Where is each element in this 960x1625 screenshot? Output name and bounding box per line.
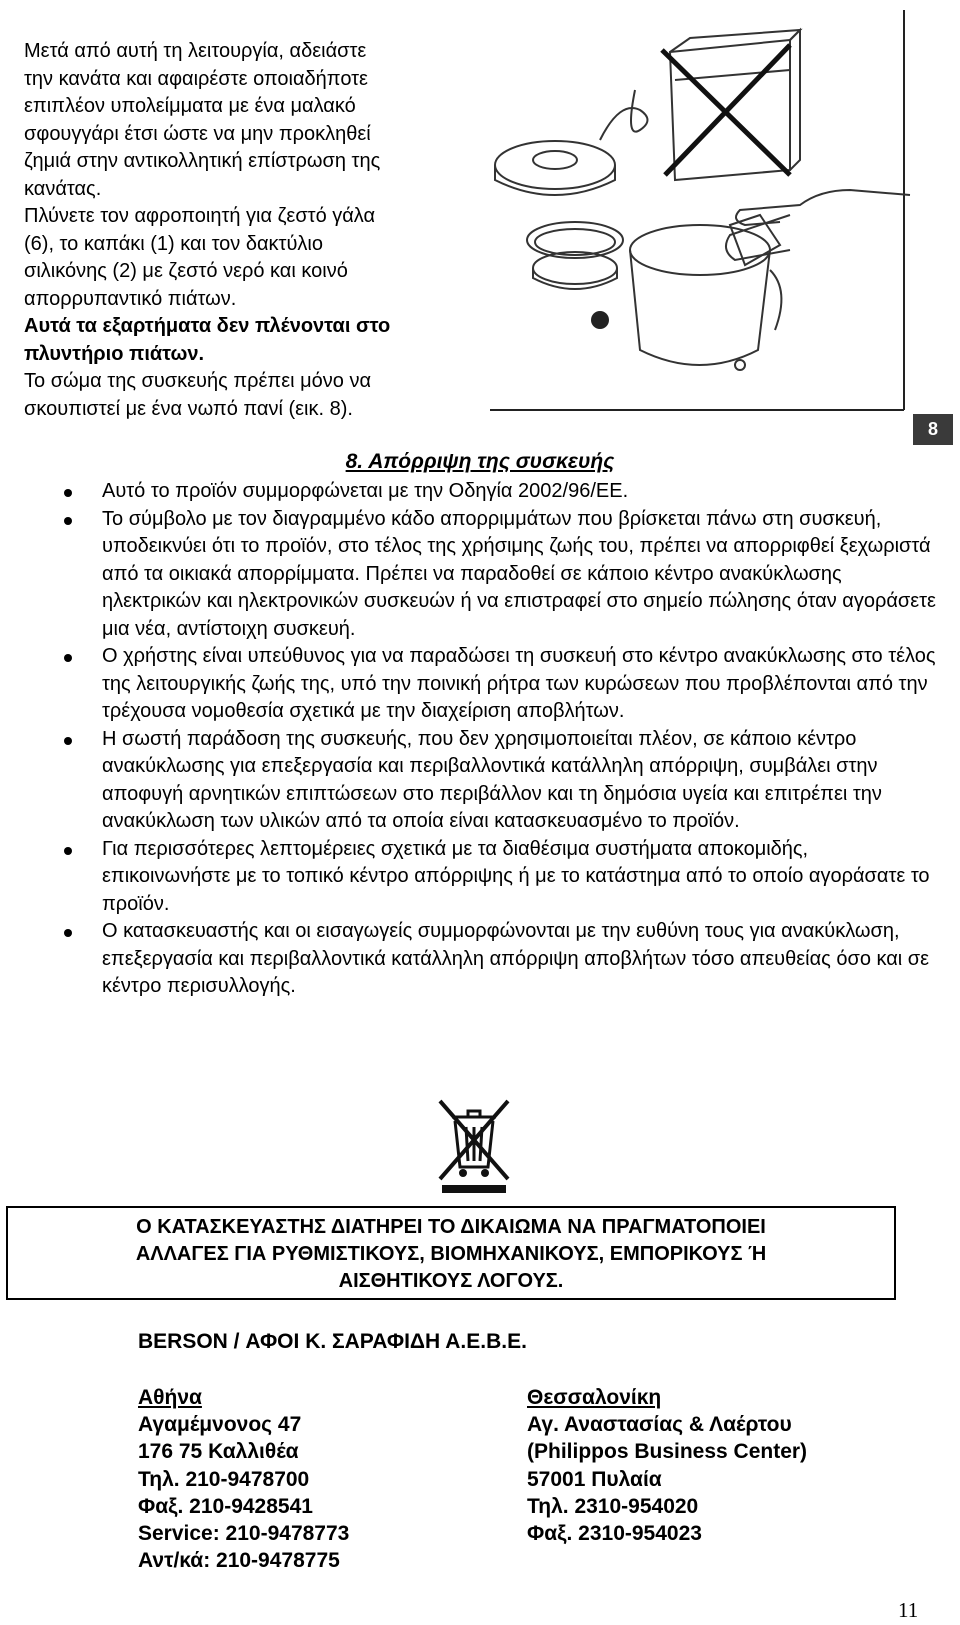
list-item-text: Αυτό το προϊόν συμμορφώνεται με την Οδηγία 2002/96/ΕΕ.: [102, 480, 629, 502]
bullet-icon: [64, 847, 72, 855]
notice-line: Ο ΚΑΤΑΣΚΕΥΑΣΤΗΣ ΔΙΑΤΗΡΕΙ ΤΟ ΔΙΚΑΙΩΜΑ ΝΑ ΠΡΑΓΜΑΤΟΠΟΙΕΙ: [136, 1216, 766, 1238]
bullet-icon: [64, 489, 72, 497]
manufacturer-notice-box: [6, 1206, 896, 1300]
thessaloniki-address: [527, 1384, 807, 1547]
list-item: [58, 726, 938, 836]
bullet-icon: [64, 654, 72, 662]
fax-line: Φαξ. 210-9428541: [138, 1494, 313, 1518]
intro-warning-line: Αυτά τα εξαρτήματα δεν πλένονται στο: [24, 315, 391, 337]
intro-text: [24, 38, 484, 423]
intro-line: Μετά από αυτή τη λειτουργία, αδειάστε: [24, 40, 367, 62]
address-line: Αγαμέμνονος 47: [138, 1413, 302, 1437]
company-name: BERSON / ΑΦΟΙ Κ. ΣΑΡΑΦΙΔΗ Α.Ε.Β.Ε.: [138, 1330, 527, 1353]
intro-line: κανάτας.: [24, 177, 102, 200]
phone-line: Τηλ. 2310-954020: [527, 1494, 699, 1518]
list-item: [58, 478, 938, 506]
service-line: Service: 210-9478773: [138, 1522, 350, 1546]
list-item: [58, 506, 938, 644]
intro-line: απορρυπαντικό πιάτων.: [24, 287, 237, 310]
phone-line: Τηλ. 210-9478700: [138, 1467, 310, 1491]
intro-line: την κανάτα και αφαιρέστε οποιαδήποτε: [24, 67, 368, 90]
list-item: [58, 836, 938, 919]
intro-line: ζημιά στην αντικολλητική επίστρωση της: [24, 150, 381, 172]
figure-number-badge: 8: [913, 414, 953, 445]
athens-address: [138, 1384, 349, 1574]
intro-warning-line: πλυντήριο πιάτων.: [24, 342, 205, 365]
page-number: 11: [898, 1598, 919, 1622]
list-item-text: Για περισσότερες λεπτομέρειες σχετικά με τα διαθέσιμα συστήματα αποκομιδής, επικοινωνήστε με το τοπικό κέντρο απόρριψης ή με το κατάστημα από το οποίο αγοράσατε το προϊόν.: [102, 837, 930, 915]
list-item-text: Ο κατασκευαστής και οι εισαγωγείς συμμορφώνονται με την ευθύνη τους για ανακύκλωση, επεξεργασία και περιβαλλοντικά κατάλληλη απόρριψη αποβλήτων τόσο απευθείας όσο και σε κέντρο περισυλλογής.: [102, 920, 930, 997]
cleaning-illustration-icon: [490, 10, 945, 430]
list-item: [58, 643, 938, 726]
intro-line: Πλύνετε τον αφροποιητή για ζεστό γάλα: [24, 205, 376, 227]
intro-line: σκουπιστεί με ένα νωπό πανί (εικ. 8).: [24, 397, 353, 420]
bullet-icon: [64, 737, 72, 745]
thessaloniki-heading: Θεσσαλονίκη: [527, 1386, 662, 1409]
bullet-icon: [64, 517, 72, 525]
bullet-icon: [64, 929, 72, 937]
intro-line: Το σώμα της συσκευής πρέπει μόνο να: [24, 370, 372, 392]
disposal-list: [58, 478, 938, 1001]
section-title: 8. Απόρριψη της συσκευής: [345, 450, 615, 473]
address-line: (Philippos Business Center): [527, 1440, 808, 1464]
intro-line: σιλικόνης (2) με ζεστό νερό και κοινό: [24, 260, 348, 282]
parts-line: Αντ/κά: 210-9478775: [138, 1549, 340, 1573]
address-line: Αγ. Αναστασίας & Λαέρτου: [527, 1413, 792, 1437]
intro-line: (6), το καπάκι (1) και τον δακτύλιο: [24, 232, 323, 255]
address-line: 57001 Πυλαία: [527, 1467, 662, 1491]
list-item-text: Η σωστή παράδοση της συσκευής, που δεν χρησιμοποιείται πλέον, σε κάποιο κέντρο ανακύκλωσης για επεξεργασία και περιβαλλοντικά κατάλληλη απόρριψη, συμβάλει στην αποφυγή αρνητικών επιπτώσεων στο περιβάλλον και τη δημόσια υγεία και επιτρέπει την ανακύκλωση των υλικών από τα οποία είναι κατασκευασμένο το προϊόν.: [102, 727, 882, 832]
list-item-text: Ο χρήστης είναι υπεύθυνος για να παραδώσει τη συσκευή στο κέντρο ανακύκλωσης στο τέλος της λειτουργικής ζωής της, υπό την ποινική ρήτρα των κυρώσεων που προβλέπονται από την τρέχουσα νομοθεσία σχετικά με την διαχείριση αποβλήτων.: [102, 645, 936, 722]
fax-line: Φαξ. 2310-954023: [527, 1522, 702, 1546]
intro-line: σφουγγάρι έτσι ώστε να μην προκληθεί: [24, 122, 371, 145]
crossed-out-wheelie-bin-icon: [430, 1095, 518, 1195]
address-line: 176 75 Καλλιθέα: [138, 1440, 299, 1464]
notice-line: ΑΛΛΑΓΕΣ ΓΙΑ ΡΥΘΜΙΣΤΙΚΟΥΣ, ΒΙΟΜΗΧΑΝΙΚΟΥΣ, ΕΜΠΟΡΙΚΟΥΣ Ή: [135, 1243, 767, 1265]
list-item: [58, 918, 938, 1001]
intro-line: επιπλέον υπολείμματα με ένα μαλακό: [24, 95, 356, 117]
notice-line: ΑΙΣΘΗΤΙΚΟΥΣ ΛΟΓΟΥΣ.: [338, 1270, 564, 1292]
list-item-text: Το σύμβολο με τον διαγραμμένο κάδο απορριμμάτων που βρίσκεται πάνω στη συσκευή, υποδεικνύει ότι το προϊόν, στο τέλος της χρήσιμης ζωής του, πρέπει να απορριφθεί ξεχωριστά από τα οικιακά απορρίμματα. Πρέπει να παραδοθεί σε κάποιο κέντρο ανακύκλωσης ηλεκτρικών και ηλεκτρονικών συσκευών ή να επιστραφεί στο σημείο πώλησης όταν αγοράσετε μια νέα, αντίστοιχη συσκευή.: [102, 507, 936, 640]
athens-heading: Αθήνα: [138, 1386, 202, 1409]
